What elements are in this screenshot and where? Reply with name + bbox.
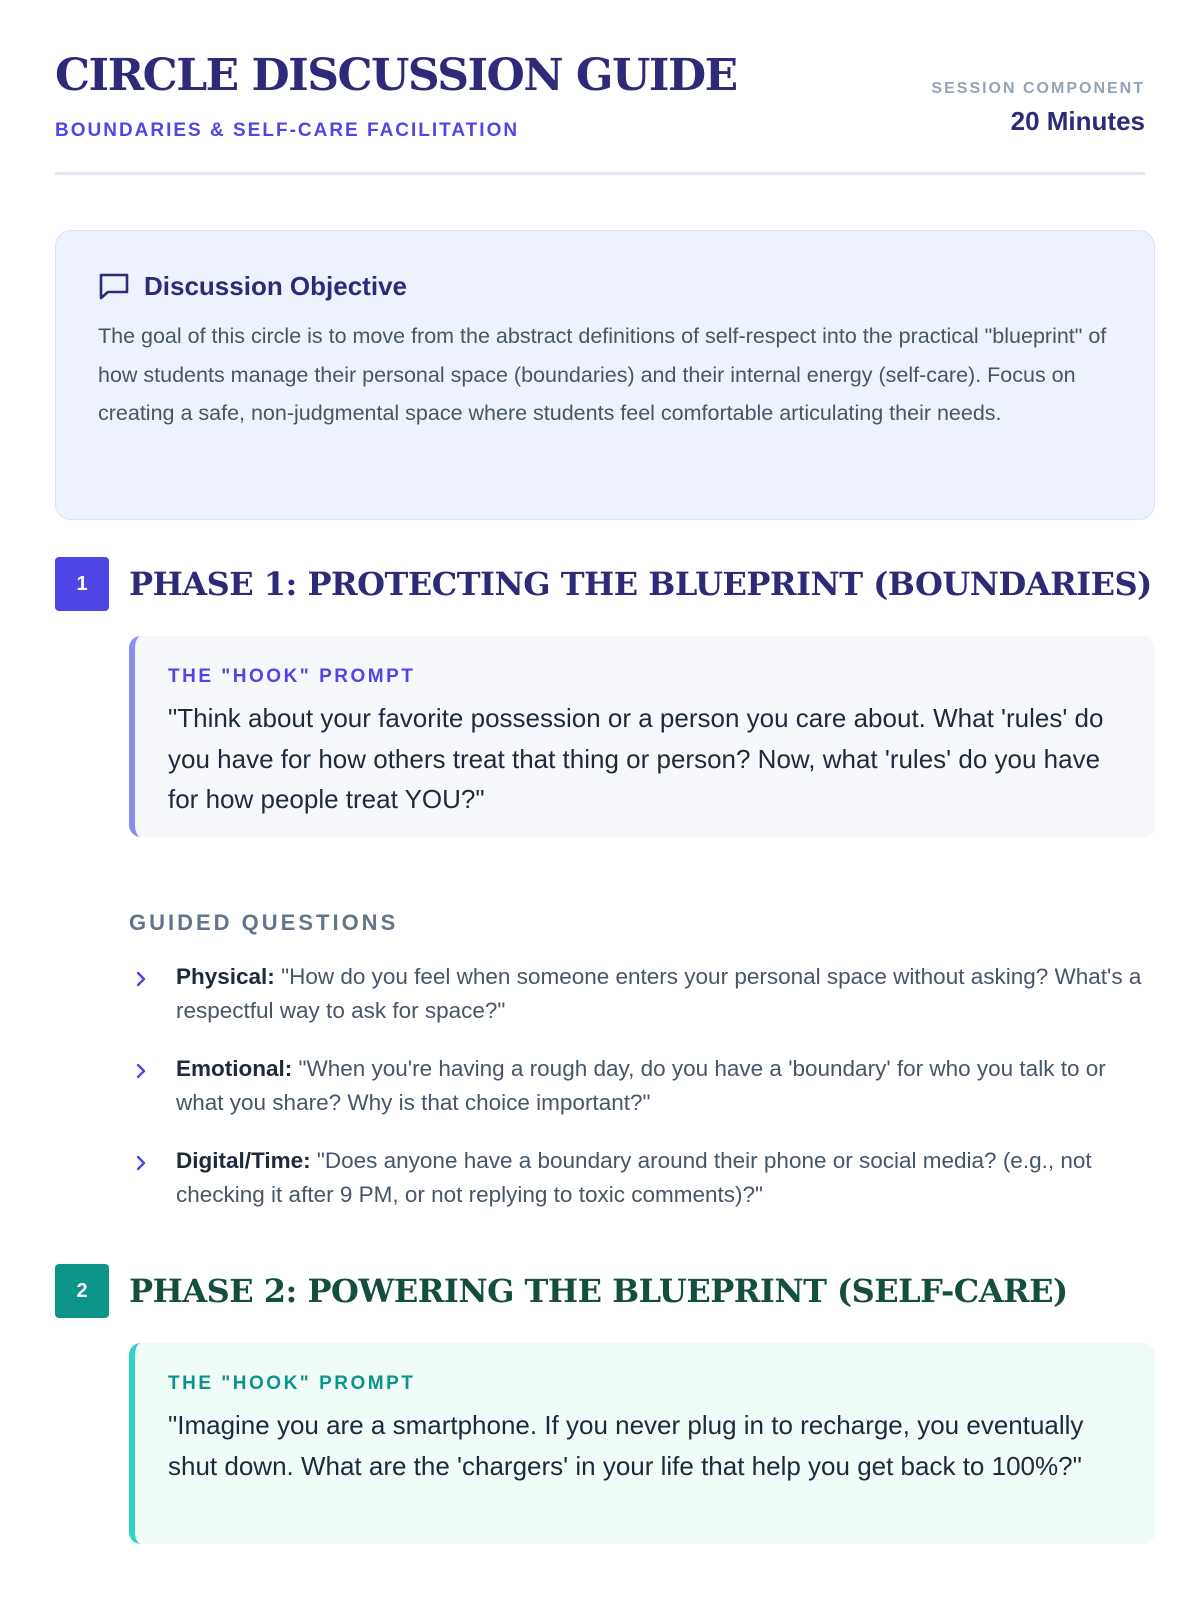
phase-1-badge: 1 [55, 557, 109, 611]
guided-questions-label: GUIDED QUESTIONS [129, 910, 399, 935]
phase-2-hook-text: "Imagine you are a smartphone. If you never plug in to recharge, you eventually shut down. What are the 'chargers' in your life that help you get back to 100%?" [168, 1410, 1084, 1481]
phase-1-header [55, 557, 1152, 611]
chevron-right-icon [134, 1154, 148, 1172]
objective-card [55, 230, 1155, 520]
question-text: "When you're having a rough day, do you have a 'boundary' for who you talk to or what you share? Why is that choice important?" [176, 1056, 1106, 1115]
page-title: CIRCLE DISCUSSION GUIDE [55, 50, 737, 101]
phase-2-hook-card [129, 1343, 1155, 1544]
objective-text: The goal of this circle is to move from the abstract definitions of self-respect into the practical "blueprint" of how students manage their personal space (boundaries) and their internal energy (self-care). Focus on creating a safe, non-judgmental space where students feel comfortable articulating their needs. [98, 324, 1107, 425]
session-info [931, 80, 1145, 137]
phase-1-hook-card [129, 636, 1155, 837]
phase-2-badge: 2 [55, 1264, 109, 1318]
session-duration: 20 Minutes [1010, 106, 1145, 136]
question-text: "How do you feel when someone enters your personal space without asking? What's a respectful way to ask for space?" [176, 964, 1142, 1023]
question-category: Digital/Time: [176, 1148, 311, 1173]
page-subtitle: BOUNDARIES & SELF-CARE FACILITATION [55, 120, 520, 141]
phase-2-hook-label: THE "HOOK" PROMPT [168, 1373, 416, 1394]
list-item [129, 1144, 1159, 1212]
phase-2-title: PHASE 2: POWERING THE BLUEPRINT (SELF-CARE) [129, 1272, 1068, 1310]
question-category: Emotional: [176, 1056, 293, 1081]
objective-header [98, 269, 1114, 303]
list-item [129, 1052, 1159, 1120]
list-item [129, 960, 1159, 1028]
question-text: "Does anyone have a boundary around their phone or social media? (e.g., not checking it after 9 PM, or not replying to toxic comments)?" [176, 1148, 1092, 1207]
guided-questions-list [129, 960, 1159, 1236]
objective-title: Discussion Objective [144, 270, 407, 301]
chevron-right-icon [134, 970, 148, 988]
session-label: SESSION COMPONENT [931, 80, 1145, 97]
phase-1-hook-text: "Think about your favorite possession or a person you care about. What 'rules' do you have for how others treat that thing or person? Now, what 'rules' do you have for how people treat YOU?" [168, 703, 1104, 814]
question-category: Physical: [176, 964, 275, 989]
phase-2-header [55, 1264, 1068, 1318]
chat-bubble-icon [98, 272, 130, 300]
header [55, 0, 1145, 175]
phase-1-title: PHASE 1: PROTECTING THE BLUEPRINT (BOUNDARIES) [129, 565, 1152, 603]
chevron-right-icon [134, 1062, 148, 1080]
phase-1-hook-label: THE "HOOK" PROMPT [168, 666, 416, 687]
